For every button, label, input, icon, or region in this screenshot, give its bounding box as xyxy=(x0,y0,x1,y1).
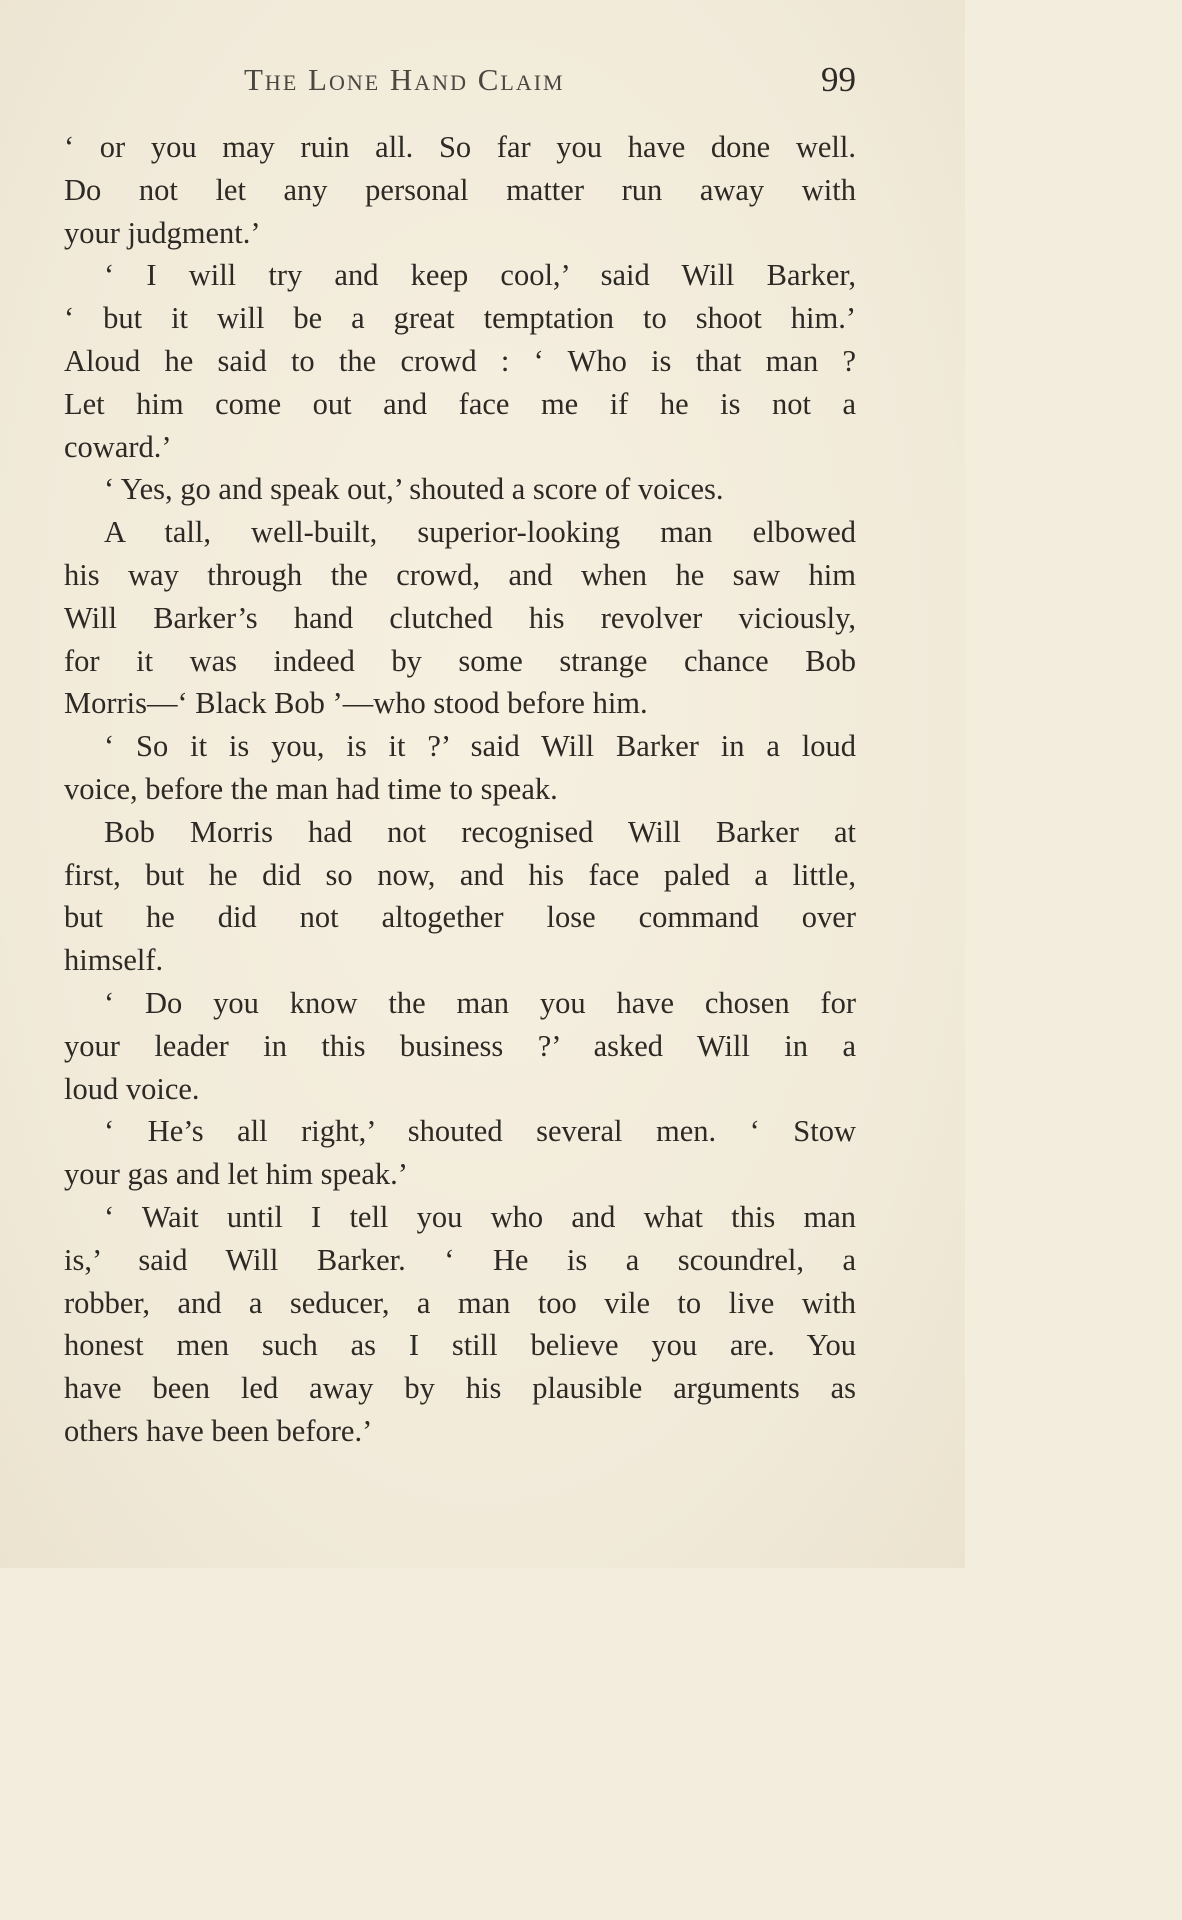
text-line: Do not let any personal matter run away with xyxy=(64,172,856,207)
text-line: for it was indeed by some strange chance Bob xyxy=(64,643,856,678)
text-line: ‘ So it is you, is it ?’ said Will Barker in a loud xyxy=(104,729,856,764)
text-line: Aloud he said to the crowd : ‘ Who is that man ? xyxy=(64,343,856,378)
text-line: others have been before.’ xyxy=(64,1413,373,1448)
text-line: coward.’ xyxy=(64,429,172,464)
text-line: honest men such as I still believe you are. You xyxy=(64,1328,856,1363)
text-line: but he did not altogether lose command over xyxy=(64,900,856,935)
text-line: ‘ He’s all right,’ shouted several men. ‘ Stow xyxy=(104,1114,856,1149)
page-number: 99 xyxy=(821,60,856,99)
text-line: ‘ I will try and keep cool,’ said Will Barker, xyxy=(104,258,856,293)
body-text xyxy=(64,126,856,1453)
text-line: your judgment.’ xyxy=(64,215,261,250)
text-line: Bob Morris had not recognised Will Barker at xyxy=(104,814,856,849)
text-line: ‘ but it will be a great temptation to shoot him.’ xyxy=(64,301,856,336)
text-line: voice, before the man had time to speak. xyxy=(64,771,558,806)
text-line: ‘ or you may ruin all. So far you have done well. xyxy=(64,130,856,164)
text-line: himself. xyxy=(64,943,164,978)
text-line: A tall, well-built, superior-looking man elbowed xyxy=(104,515,856,550)
text-line: loud voice. xyxy=(64,1071,200,1106)
text-line: ‘ Yes, go and speak out,’ shouted a score of voices. xyxy=(104,472,724,507)
text-line: your gas and let him speak.’ xyxy=(64,1157,408,1192)
text-line: robber, and a seducer, a man too vile to live with xyxy=(64,1285,856,1320)
text-line: is,’ said Will Barker. ‘ He is a scoundrel, a xyxy=(64,1242,856,1277)
text-line: Will Barker’s hand clutched his revolver viciously, xyxy=(64,600,856,635)
text-line: Morris—‘ Black Bob ’—who stood before him. xyxy=(64,686,648,721)
text-line: Let him come out and face me if he is not a xyxy=(64,386,856,421)
text-line: first, but he did so now, and his face paled a little, xyxy=(64,857,856,892)
running-head xyxy=(64,56,856,104)
running-title: The Lone Hand Claim xyxy=(244,62,565,97)
text-line: his way through the crowd, and when he saw him xyxy=(64,557,856,592)
text-line: have been led away by his plausible arguments as xyxy=(64,1371,856,1406)
text-line: ‘ Wait until I tell you who and what this man xyxy=(104,1199,856,1234)
text-line: your leader in this business ?’ asked Will in a xyxy=(64,1028,856,1063)
text-line: ‘ Do you know the man you have chosen for xyxy=(104,985,856,1020)
